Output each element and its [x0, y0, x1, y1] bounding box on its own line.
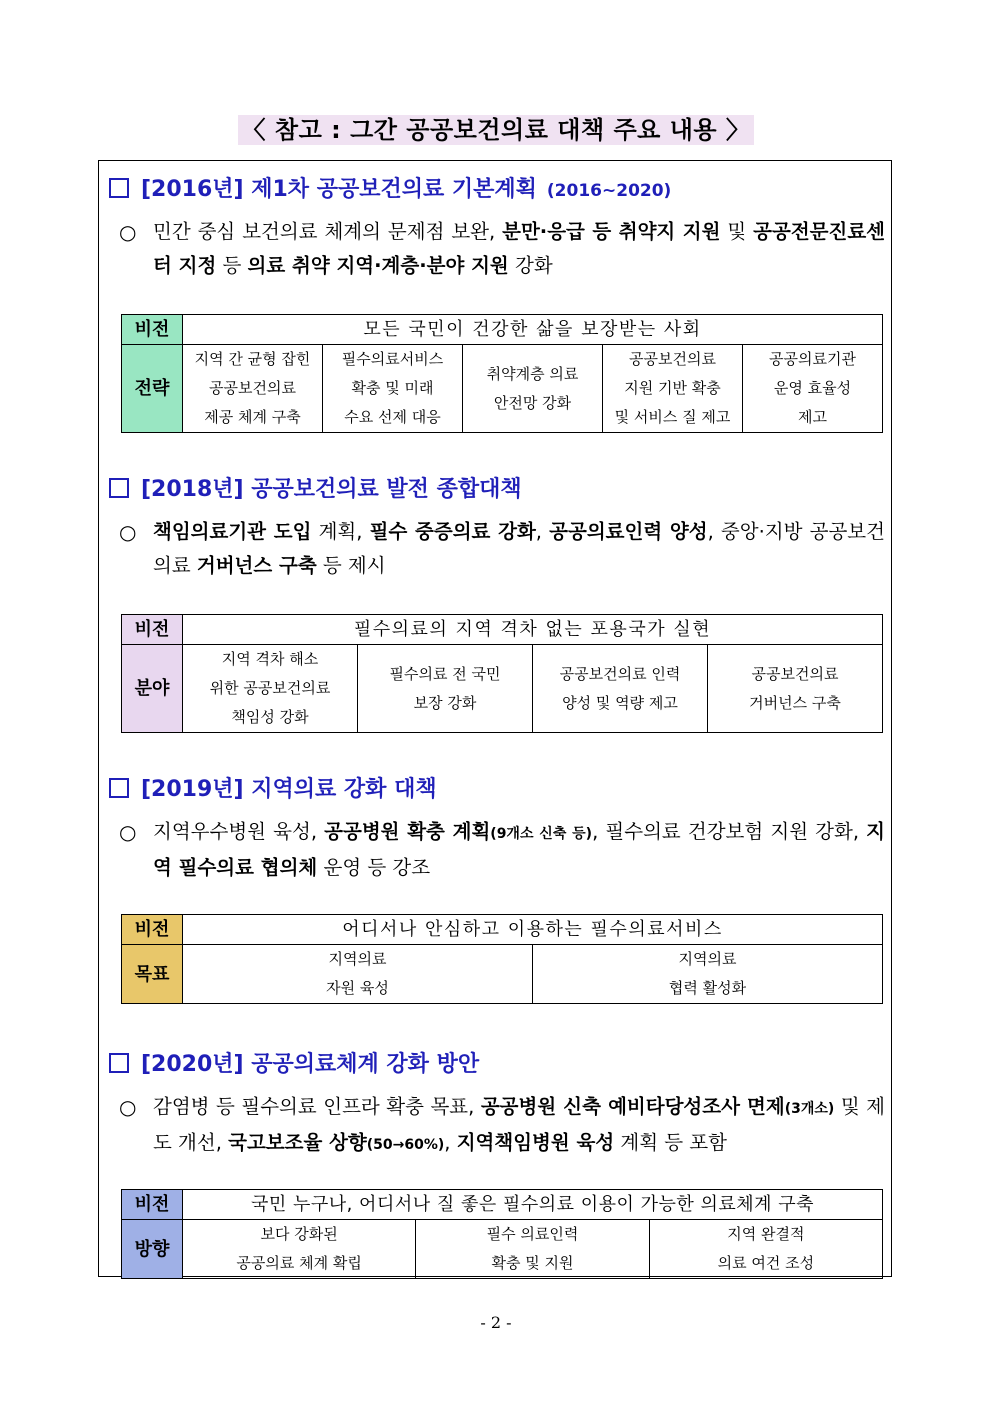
cell-line: 의료 여건 조성 — [717, 1254, 815, 1272]
field-cell — [358, 645, 533, 733]
checkbox-square-icon — [109, 778, 129, 798]
circle-bullet-icon: ○ — [119, 520, 137, 544]
emphasis-text: 책임의료기관 도입 — [153, 520, 312, 543]
cell-line: 제공 체계 구축 — [204, 408, 301, 426]
checkbox-square-icon — [109, 178, 129, 198]
body-text: 강화 — [508, 254, 553, 277]
cell-line: 공공의료 체계 확립 — [236, 1254, 362, 1272]
cell-line: 협력 활성화 — [668, 979, 747, 997]
cell-line: 위한 공공보건의료 — [209, 679, 331, 697]
cell-line: 공공보건의료 — [751, 664, 839, 683]
section-2019 — [109, 773, 886, 997]
body-text: 운영 등 강조 — [317, 856, 431, 879]
cell-line: 공공의료기관 — [769, 350, 856, 368]
cell-line: 확충 및 미래 — [351, 379, 434, 397]
bullet-paragraph — [109, 1090, 885, 1162]
vision-table — [121, 314, 883, 433]
cell-line: 지역 격차 해소 — [221, 650, 319, 668]
direction-cell — [183, 1220, 416, 1279]
vision-text: 어디서나 안심하고 이용하는 필수의료서비스 — [183, 915, 883, 945]
emphasis-text: 거버넌스 구축 — [196, 554, 317, 577]
cell-line: 필수 의료인력 — [486, 1225, 579, 1243]
bullet-paragraph — [109, 215, 885, 283]
vision-label: 비전 — [122, 315, 183, 345]
page-title — [0, 110, 992, 145]
body-text: (3개소) — [784, 1101, 835, 1117]
heading-text: [2018년] 공공보건의료 발전 종합대책 — [141, 477, 522, 502]
goal-label: 목표 — [122, 945, 183, 1004]
vision-label: 비전 — [122, 615, 183, 645]
cell-line: 지역의료 — [678, 950, 737, 968]
cell-line: 거버넌스 구축 — [749, 693, 841, 712]
body-text: 계획 등 포함 — [614, 1131, 727, 1154]
body-text: 및 제도 개선, — [153, 1095, 886, 1154]
section-heading — [109, 773, 885, 807]
cell-line: 양성 및 역량 제고 — [562, 693, 678, 712]
body-text: , 필수의료 건강보험 지원 강화, — [592, 820, 867, 843]
heading-text: [2016년] 제1차 공공보건의료 기본계획 — [141, 177, 537, 202]
circle-bullet-icon: ○ — [119, 820, 137, 844]
strategy-cell — [323, 345, 463, 433]
body-text: 계획, — [311, 520, 370, 543]
cell-line: 지역의료 — [328, 950, 387, 968]
vision-table — [121, 1189, 883, 1279]
circle-bullet-icon: ○ — [119, 220, 137, 244]
body-text: , — [444, 1131, 457, 1154]
checkbox-square-icon — [109, 478, 129, 498]
emphasis-text: 공공의료인력 양성 — [549, 520, 708, 543]
emphasis-text: 공공전문진료센터 지정 — [153, 220, 885, 277]
vision-label: 비전 — [122, 1190, 183, 1220]
bullet-paragraph — [109, 815, 885, 885]
cell-line: 지원 기반 확충 — [624, 379, 721, 397]
heading-text: [2020년] 공공의료체계 강화 방안 — [141, 1052, 480, 1077]
section-heading — [109, 173, 885, 207]
emphasis-text: 지역책임병원 육성 — [456, 1131, 615, 1154]
vision-table — [121, 614, 883, 733]
section-2016 — [109, 173, 885, 426]
cell-line: 수요 선제 대응 — [344, 408, 441, 426]
strategy-cell — [183, 345, 323, 433]
cell-line: 공공보건의료 — [209, 379, 296, 397]
emphasis-text: 분만·응급 등 취약지 지원 — [502, 220, 721, 243]
body-text: 및 — [720, 220, 754, 243]
field-label: 분야 — [122, 645, 183, 733]
section-2020 — [109, 1048, 886, 1272]
content-frame — [98, 160, 892, 1277]
cell-line: 지역 간 균형 잡힌 — [194, 350, 311, 368]
vision-table — [121, 914, 883, 1004]
field-cell — [708, 645, 883, 733]
emphasis-text: 공공병원 신축 예비타당성조사 면제 — [480, 1095, 785, 1118]
strategy-label: 전략 — [122, 345, 183, 433]
vision-text: 필수의료의 지역 격차 없는 포용국가 실현 — [183, 615, 883, 645]
vision-text: 모든 국민이 건강한 삶을 보장받는 사회 — [183, 315, 883, 345]
cell-line: 책임성 강화 — [231, 708, 309, 726]
direction-cell — [649, 1220, 882, 1279]
cell-line: 보장 강화 — [413, 693, 477, 712]
body-text: 지역우수병원 육성, — [153, 820, 325, 843]
body-text: , — [535, 520, 550, 543]
cell-line: 보다 강화된 — [260, 1225, 338, 1243]
emphasis-text: 지역 필수의료 협의체 — [153, 820, 886, 879]
cell-line: 자원 육성 — [326, 979, 389, 997]
cell-line: 안전망 강화 — [493, 393, 572, 412]
direction-label: 방향 — [122, 1220, 183, 1279]
goal-cell — [183, 945, 533, 1004]
section-heading — [109, 1048, 885, 1082]
cell-line: 지역 완결적 — [727, 1225, 805, 1243]
section-2018 — [109, 473, 885, 726]
cell-line: 필수의료서비스 — [341, 350, 444, 368]
cell-line: 공공보건의료 인력 — [559, 664, 681, 683]
body-text: 민간 중심 보건의료 체계의 문제점 보완, — [153, 220, 503, 243]
field-cell — [533, 645, 708, 733]
cell-line: 확충 및 지원 — [491, 1254, 574, 1272]
cell-line: 공공보건의료 — [629, 350, 716, 368]
cell-line: 운영 효율성 — [773, 379, 852, 397]
field-cell — [183, 645, 358, 733]
direction-cell — [416, 1220, 649, 1279]
checkbox-square-icon — [109, 1053, 129, 1073]
heading-text: [2019년] 지역의료 강화 대책 — [141, 777, 437, 802]
page-title-text: 〈 참고 : 그간 공공보건의료 대책 주요 내용 〉 — [238, 115, 755, 145]
strategy-cell — [463, 345, 603, 433]
cell-line: 필수의료 전 국민 — [389, 664, 501, 683]
body-text: 등 — [216, 254, 248, 277]
body-text: 감염병 등 필수의료 인프라 확충 목표, — [153, 1095, 481, 1118]
emphasis-text: 공공병원 확충 계획 — [324, 820, 491, 843]
cell-line: 제고 — [798, 408, 827, 426]
strategy-cell — [603, 345, 743, 433]
emphasis-text: 의료 취약 지역·계층·분야 지원 — [247, 254, 509, 277]
page-number: - 2 - — [480, 1313, 512, 1332]
body-text: (50→60%) — [366, 1137, 445, 1153]
circle-bullet-icon: ○ — [119, 1095, 137, 1119]
goal-cell — [533, 945, 883, 1004]
cell-line: 취약계층 의료 — [486, 364, 579, 383]
body-text: , 중앙·지방 공공보건의료 — [153, 520, 885, 577]
emphasis-text: 필수 중증의료 강화 — [369, 520, 536, 543]
strategy-cell — [743, 345, 883, 433]
vision-label: 비전 — [122, 915, 183, 945]
body-text: 등 제시 — [316, 554, 386, 577]
bullet-paragraph — [109, 515, 885, 583]
body-text: (9개소 신축 등) — [490, 826, 593, 842]
cell-line: 및 서비스 질 제고 — [614, 408, 731, 426]
section-heading — [109, 473, 885, 507]
emphasis-text: 국고보조율 상향 — [228, 1131, 367, 1154]
heading-period: (2016~2020) — [546, 181, 672, 201]
vision-text: 국민 누구나, 어디서나 질 좋은 필수의료 이용이 가능한 의료체계 구축 — [183, 1190, 883, 1220]
